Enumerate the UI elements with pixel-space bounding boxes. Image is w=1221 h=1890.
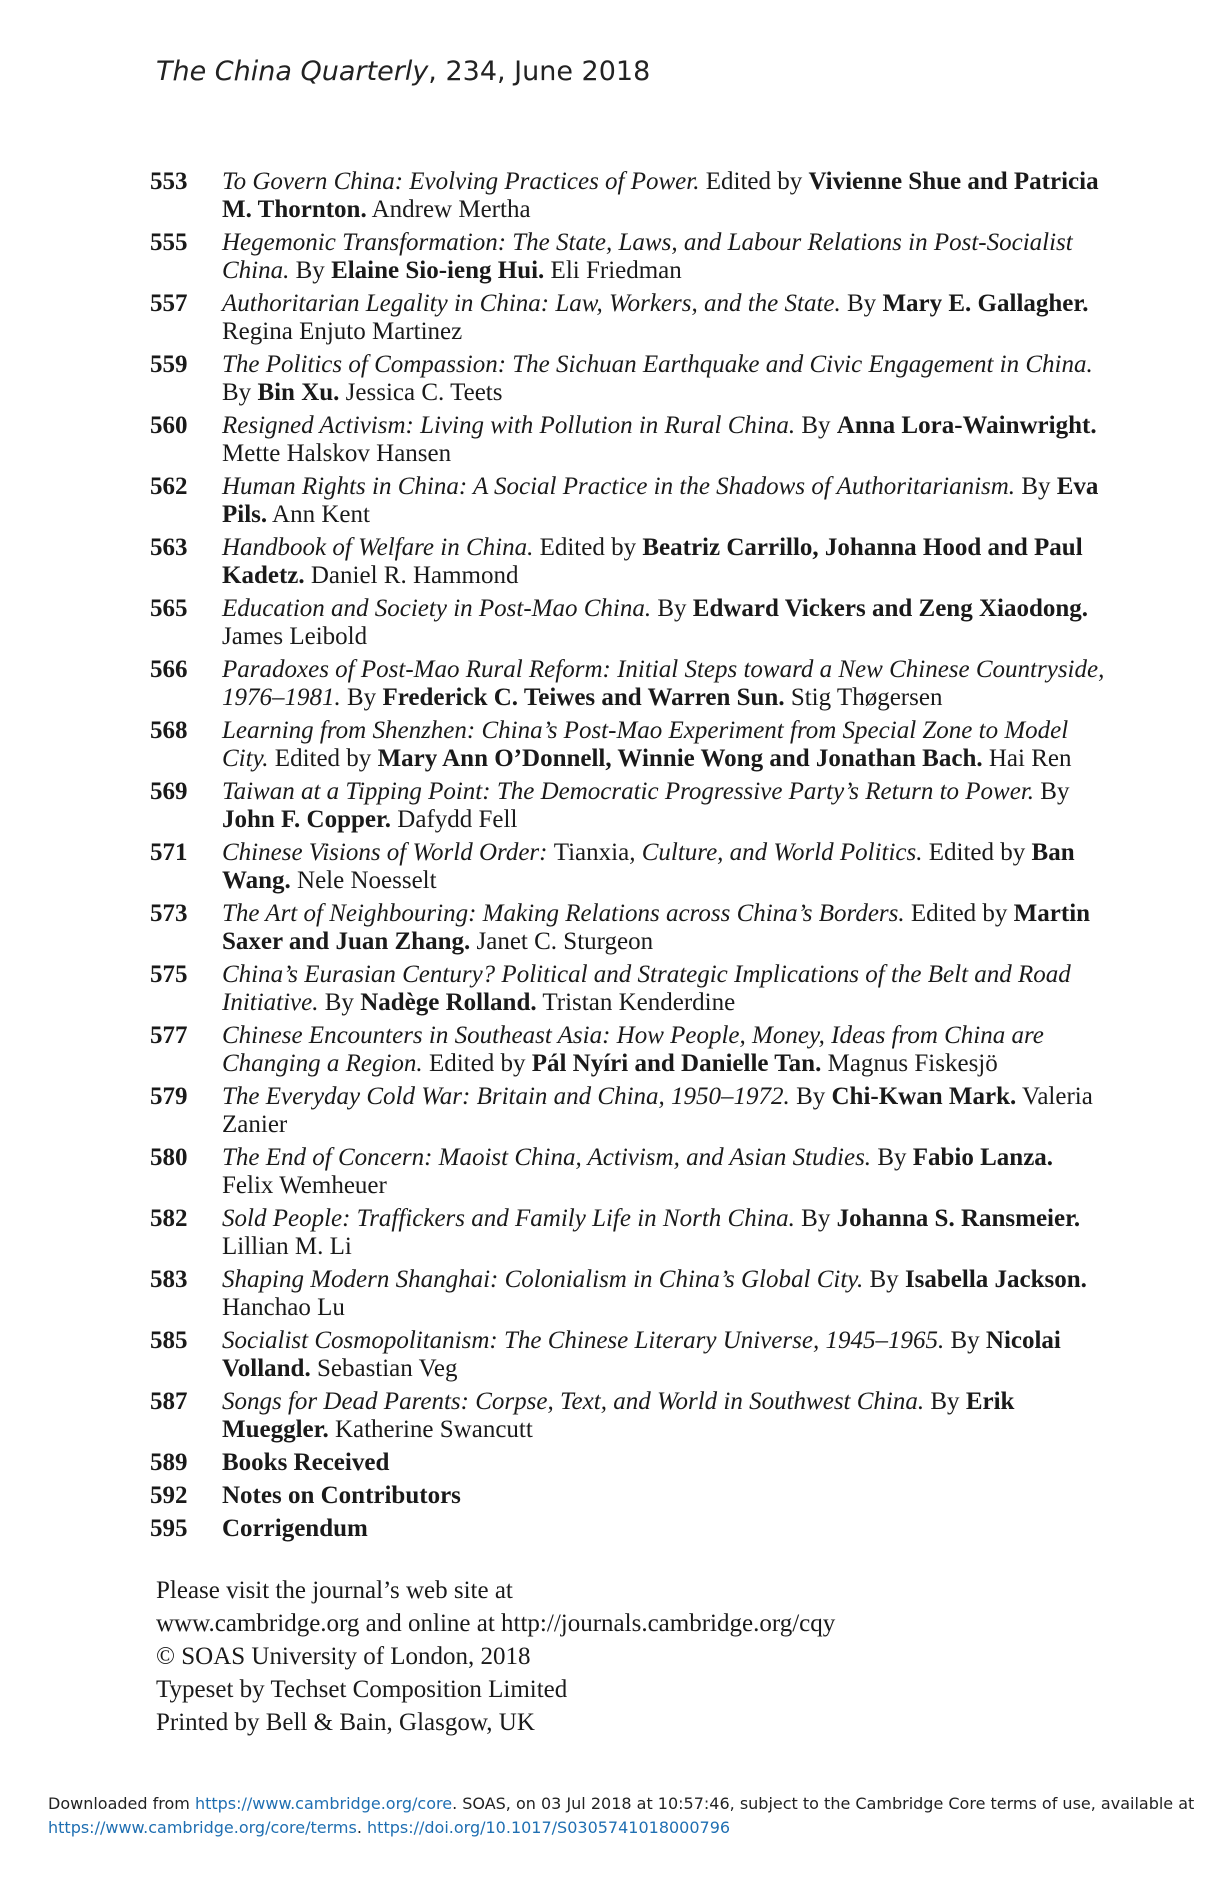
by-label: By <box>340 683 383 711</box>
issue-info: , 234, June 2018 <box>428 56 651 87</box>
running-header <box>156 56 650 87</box>
book-authors: John F. Copper. <box>222 805 392 833</box>
reviewer: Janet C. Sturgeon <box>470 927 654 955</box>
info-line-copyright: © SOAS University of London, 2018 <box>156 1643 531 1670</box>
toc-entry <box>150 534 1110 589</box>
book-title: Human Rights in China: A Social Practice in the Shadows of Authoritarianism. <box>222 473 1016 500</box>
book-title: Education and Society in Post-Mao China. <box>222 595 652 622</box>
book-title: Hegemonic Transformation: The State, Laws, and Labour Relations in Post-Socialist China. <box>222 229 1073 284</box>
book-authors: Nicolai Volland. <box>222 1327 1061 1382</box>
doi-link[interactable]: https://doi.org/10.1017/S0305741018000796 <box>367 1818 731 1837</box>
by-label: Edited by <box>904 900 1014 927</box>
book-review-list <box>150 168 1110 1443</box>
page-number: 563 <box>150 534 188 561</box>
reviewer: Katherine Swancutt <box>328 1415 533 1443</box>
toc-section <box>150 1515 1110 1543</box>
reviewer: Valeria Zanier <box>222 1083 1093 1138</box>
toc-entry <box>150 839 1110 894</box>
book-authors: Martin Saxer and Juan Zhang. <box>222 900 1091 955</box>
page-number: 555 <box>150 229 188 256</box>
toc-entry <box>150 717 1110 772</box>
reviewer: Tristan Kenderdine <box>536 988 736 1016</box>
page-number: 595 <box>150 1515 188 1542</box>
toc-entry <box>150 656 1110 711</box>
footer-downloaded: Downloaded from <box>48 1794 195 1813</box>
reviewer: Sebastian Veg <box>310 1354 458 1382</box>
book-authors: Pál Nyíri and Danielle Tan. <box>531 1049 822 1077</box>
download-footer <box>48 1792 1194 1840</box>
by-label: By <box>944 1327 986 1354</box>
book-title: The Everyday Cold War: Britain and China, 1950–1972. <box>222 1083 790 1110</box>
reviewer: Jessica C. Teets <box>339 378 503 406</box>
book-authors: Anna Lora-Wainwright. <box>836 412 1097 439</box>
by-label: By <box>222 378 258 406</box>
book-authors: Eva Pils. <box>222 473 1099 528</box>
book-authors: Mary E. Gallagher. <box>882 290 1089 317</box>
book-title: The Art of Neighbouring: Making Relations across China’s Borders. <box>222 900 905 927</box>
section-list <box>150 1449 1110 1543</box>
reviewer: Felix Wemheuer <box>222 1171 387 1199</box>
toc-entry <box>150 290 1110 345</box>
page-number: 587 <box>150 1388 188 1415</box>
book-authors: Johanna S. Ransmeier. <box>836 1205 1081 1232</box>
reviewer: Lillian M. Li <box>222 1232 352 1260</box>
book-authors: Edward Vickers and Zeng Xiaodong. <box>692 595 1089 622</box>
journal-title: The China Quarterly <box>156 56 429 87</box>
page-number: 562 <box>150 473 188 500</box>
toc-entry <box>150 1144 1110 1199</box>
footer-sep: . <box>356 1818 368 1837</box>
book-authors: Frederick C. Teiwes and Warren Sun. <box>382 683 785 711</box>
toc-entry <box>150 1022 1110 1077</box>
by-label: By <box>924 1388 966 1415</box>
book-authors: Nadège Rolland. <box>360 988 537 1016</box>
by-label: Edited by <box>922 839 1032 866</box>
page-number: 568 <box>150 717 188 744</box>
by-label: By <box>871 1144 913 1171</box>
toc-entry <box>150 1205 1110 1260</box>
reviewer: Nele Noesselt <box>290 866 437 894</box>
toc-entry <box>150 1266 1110 1321</box>
toc-entry <box>150 1327 1110 1382</box>
toc-section <box>150 1482 1110 1510</box>
info-line-typeset: Typeset by Techset Composition Limited <box>156 1676 568 1703</box>
book-title: Chinese Visions of World Order: <box>222 839 554 866</box>
book-title: Sold People: Traffickers and Family Life in North China. <box>222 1205 795 1232</box>
book-authors: Erik Mueggler. <box>222 1388 1015 1443</box>
page-number: 571 <box>150 839 188 866</box>
by-label: By <box>789 1083 832 1110</box>
book-title: Paradoxes of Post-Mao Rural Reform: Initial Steps toward a New Chinese Countryside, 1976–1981. <box>222 656 1105 711</box>
by-label: By <box>651 595 693 622</box>
toc-entry <box>150 595 1110 650</box>
by-label: Edited by <box>533 534 643 561</box>
book-authors: Mary Ann O’Donnell, Winnie Wong and Jonathan Bach. <box>377 744 983 772</box>
page-number: 557 <box>150 290 188 317</box>
book-title: Learning from Shenzhen: China’s Post-Mao Experiment from Special Zone to Model City. <box>222 717 1069 772</box>
book-title: The Politics of Compassion: The Sichuan Earthquake and Civic Engagement in China. <box>222 351 1093 378</box>
reviewer: Dafydd Fell <box>391 805 518 833</box>
table-of-contents <box>150 168 1110 1548</box>
toc-entry <box>150 351 1110 406</box>
by-label: By <box>289 256 332 284</box>
info-line-printed: Printed by Bell & Bain, Glasgow, UK <box>156 1709 535 1736</box>
page-number: 560 <box>150 412 188 439</box>
terms-link[interactable]: https://www.cambridge.org/core/terms <box>48 1818 357 1837</box>
by-label: By <box>795 412 837 439</box>
book-title: Songs for Dead Parents: Corpse, Text, and World in Southwest China. <box>222 1388 925 1415</box>
by-label: By <box>794 1205 837 1232</box>
toc-section <box>150 1449 1110 1477</box>
book-authors: Elaine Sio-ieng Hui. <box>331 256 545 284</box>
reviewer: Stig Thøgersen <box>784 683 943 711</box>
book-title: Shaping Modern Shanghai: Colonialism in China’s Global City. <box>222 1266 864 1293</box>
book-title: Handbook of Welfare in China. <box>222 534 534 561</box>
book-title: Socialist Cosmopolitanism: The Chinese Literary Universe, 1945–1965. <box>222 1327 945 1354</box>
page-number: 575 <box>150 961 188 988</box>
section-title: Books Received <box>222 1449 390 1476</box>
reviewer: James Leibold <box>222 622 368 650</box>
book-title: Authoritarian Legality in China: Law, Workers, and the State. <box>222 290 841 317</box>
journal-info <box>156 1574 835 1739</box>
toc-entry <box>150 900 1110 955</box>
toc-entry <box>150 778 1110 833</box>
toc-entry <box>150 229 1110 284</box>
book-authors: Ban Wang. <box>222 839 1075 894</box>
by-label: By <box>840 290 883 317</box>
page-number: 569 <box>150 778 188 805</box>
by-label: By <box>863 1266 905 1293</box>
page-number: 566 <box>150 656 188 683</box>
page-number: 573 <box>150 900 188 927</box>
page-number: 580 <box>150 1144 188 1171</box>
by-label: Edited by <box>422 1049 532 1077</box>
footer-middle: . SOAS, on 03 Jul 2018 at 10:57:46, subject to the Cambridge Core terms of use, available at <box>452 1794 1195 1813</box>
by-label: By <box>318 988 361 1016</box>
book-title: To Govern China: Evolving Practices of Power. <box>222 168 700 195</box>
reviewer: Hai Ren <box>982 744 1072 772</box>
book-authors: Vivienne Shue and Patricia M. Thornton. <box>222 168 1099 223</box>
book-authors: Chi-Kwan Mark. <box>831 1083 1017 1110</box>
section-title: Notes on Contributors <box>222 1482 461 1509</box>
page-number: 565 <box>150 595 188 622</box>
page-number: 589 <box>150 1449 188 1476</box>
page-number: 553 <box>150 168 188 195</box>
reviewer: Andrew Mertha <box>366 195 531 223</box>
book-title: Resigned Activism: Living with Pollution in Rural China. <box>222 412 796 439</box>
page-number: 592 <box>150 1482 188 1509</box>
page-number: 583 <box>150 1266 188 1293</box>
reviewer: Ann Kent <box>267 500 370 528</box>
by-label: By <box>1034 778 1070 805</box>
info-line-url: www.cambridge.org and online at http://journals.cambridge.org/cqy <box>156 1610 836 1637</box>
toc-entry <box>150 1083 1110 1138</box>
page-number: 579 <box>150 1083 188 1110</box>
by-label: Edited by <box>268 744 378 772</box>
book-title-term: Tianxia <box>553 839 630 866</box>
book-authors: Fabio Lanza. <box>912 1144 1054 1171</box>
by-label: Edited by <box>699 168 809 195</box>
reviewer: Hanchao Lu <box>222 1293 345 1321</box>
book-title-cont: , Culture, and World Politics. <box>629 839 923 866</box>
toc-entry <box>150 961 1110 1016</box>
core-link[interactable]: https://www.cambridge.org/core <box>194 1794 453 1813</box>
section-title: Corrigendum <box>222 1515 368 1542</box>
toc-entry <box>150 1388 1110 1443</box>
reviewer: Eli Friedman <box>544 256 682 284</box>
book-title: Taiwan at a Tipping Point: The Democratic Progressive Party’s Return to Power. <box>222 778 1035 805</box>
toc-entry <box>150 473 1110 528</box>
book-title: Chinese Encounters in Southeast Asia: How People, Money, Ideas from China are Changing a Region. <box>222 1022 1044 1077</box>
book-authors: Isabella Jackson. <box>904 1266 1087 1293</box>
reviewer: Magnus Fiskesjö <box>821 1049 998 1077</box>
book-authors: Bin Xu. <box>257 378 340 406</box>
toc-entry <box>150 168 1110 223</box>
reviewer: Daniel R. Hammond <box>304 561 519 589</box>
info-line-visit: Please visit the journal’s web site at <box>156 1577 513 1604</box>
toc-entry <box>150 412 1110 467</box>
book-title: The End of Concern: Maoist China, Activism, and Asian Studies. <box>222 1144 872 1171</box>
reviewer: Mette Halskov Hansen <box>222 439 452 467</box>
reviewer: Regina Enjuto Martinez <box>222 317 463 345</box>
page-number: 559 <box>150 351 188 378</box>
page-number: 577 <box>150 1022 188 1049</box>
by-label: By <box>1015 473 1057 500</box>
page-number: 585 <box>150 1327 188 1354</box>
page-number: 582 <box>150 1205 188 1232</box>
book-title: China’s Eurasian Century? Political and Strategic Implications of the Belt and Road Initiative. <box>222 961 1071 1016</box>
book-authors: Beatriz Carrillo, Johanna Hood and Paul Kadetz. <box>222 534 1083 589</box>
